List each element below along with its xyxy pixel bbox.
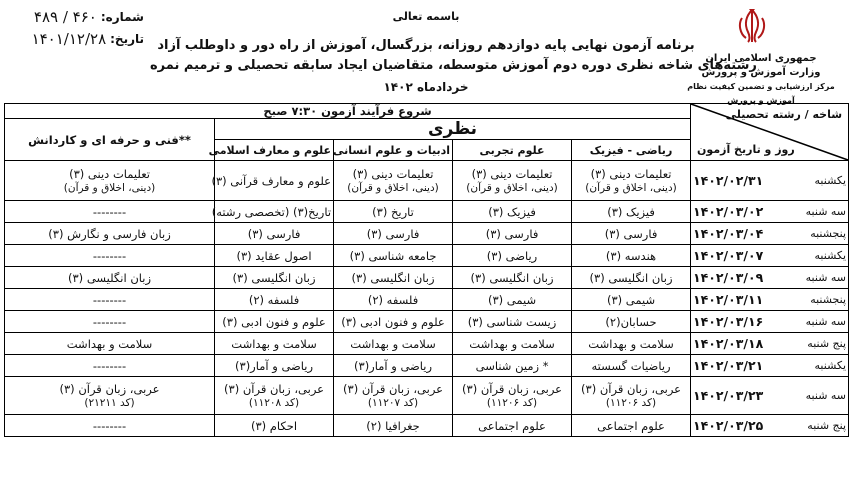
exam-date: ۱۴۰۲/۰۳/۱۱ xyxy=(693,292,764,307)
date-cell xyxy=(691,267,849,289)
table-row xyxy=(5,223,849,245)
number-value: ۴۶۰ / ۴۸۹ xyxy=(33,8,97,26)
subject-cell: -------- xyxy=(5,415,215,437)
document-meta xyxy=(4,6,144,50)
corner-header xyxy=(691,104,849,161)
table-row xyxy=(5,415,849,437)
day-name: پنجشنبه xyxy=(810,227,847,240)
subject-cell: عربی، زبان قرآن (۳) (کد ۱۱۲۰۶) xyxy=(572,377,691,415)
table-head-row-1 xyxy=(5,104,849,119)
table-body xyxy=(5,161,849,437)
subject-cell: زبان فارسی و نگارش (۳) xyxy=(5,223,215,245)
subject-cell: علوم و معارف قرآنی (۳) xyxy=(215,161,334,201)
title-line-2: رشته‌های شاخه نظری دوره دوم آموزش متوسطه، متقاضیان ایجاد سابقه تحصیلی و ترمیم نمره xyxy=(150,58,757,73)
title-line-3: خردادماه ۱۴۰۲ xyxy=(383,80,469,94)
date-cell xyxy=(691,355,849,377)
subject-cell: حسابان(۲) xyxy=(572,311,691,333)
date-cell xyxy=(691,223,849,245)
day-name: پنجشنبه xyxy=(810,293,847,306)
exam-date: ۱۴۰۲/۰۳/۰۷ xyxy=(693,248,764,263)
subject-cell: زبان انگلیسی (۳) xyxy=(334,267,453,289)
exam-date: ۱۴۰۲/۰۳/۰۲ xyxy=(693,204,764,219)
table-row xyxy=(5,377,849,415)
day-name: پنج شنبه xyxy=(807,419,847,432)
exam-date: ۱۴۰۲/۰۳/۲۳ xyxy=(693,388,764,403)
subject-cell: اصول عقاید (۳) xyxy=(215,245,334,267)
day-name: سه شنبه xyxy=(805,389,847,402)
exam-date: ۱۴۰۲/۰۳/۱۶ xyxy=(693,314,764,329)
subject-cell: تاریخ(۳) (تخصصی رشته) xyxy=(215,201,334,223)
subject-cell: عربی، زبان قرآن (۳) (کد ۱۱۲۰۸) xyxy=(215,377,334,415)
ministry-line-1: جمهوری اسلامی ایران xyxy=(705,53,817,64)
date-value: ۱۴۰۱/۱۲/۲۸ xyxy=(31,30,107,48)
exam-date: ۱۴۰۲/۰۳/۰۴ xyxy=(693,226,764,241)
subject-cell: ریاضیات گسسته xyxy=(572,355,691,377)
subject-cell: تعلیمات دینی (۳) (دینی، اخلاق و قرآن) xyxy=(5,161,215,201)
subject-cell: زیست شناسی (۳) xyxy=(453,311,572,333)
iran-emblem-icon xyxy=(732,6,772,46)
day-name: پنج شنبه xyxy=(807,337,847,350)
date-cell xyxy=(691,415,849,437)
subject-cell: -------- xyxy=(5,245,215,267)
ministry-line-3: مرکز ارزشیابی و تضمین کیفیت نظام آموزش و پرورش xyxy=(687,82,835,105)
subject-cell: فیزیک (۳) xyxy=(572,201,691,223)
date-cell xyxy=(691,201,849,223)
table-row xyxy=(5,161,849,201)
day-name: سه شنبه xyxy=(805,271,847,284)
subject-cell: فارسی (۳) xyxy=(572,223,691,245)
subject-cell: شیمی (۳) xyxy=(453,289,572,311)
subject-cell: عربی، زبان قرآن (۳) (کد ۱۱۲۰۶) xyxy=(453,377,572,415)
subject-cell: سلامت و بهداشت xyxy=(334,333,453,355)
subject-cell: زبان انگلیسی (۳) xyxy=(5,267,215,289)
bismillah-text: باسمه تعالی xyxy=(392,10,460,23)
subject-cell: ریاضی (۳) xyxy=(453,245,572,267)
exam-date: ۱۴۰۲/۰۳/۲۵ xyxy=(693,418,764,433)
subject-cell: -------- xyxy=(5,355,215,377)
date-cell xyxy=(691,377,849,415)
subject-cell: فارسی (۳) xyxy=(215,223,334,245)
subject-cell: هندسه (۳) xyxy=(572,245,691,267)
date-label: تاریخ: xyxy=(110,32,144,46)
day-name: یکشنبه xyxy=(814,174,847,187)
exam-date: ۱۴۰۲/۰۳/۱۸ xyxy=(693,336,764,351)
subject-cell: * زمین شناسی xyxy=(453,355,572,377)
subject-cell: جغرافیا (۲) xyxy=(334,415,453,437)
date-cell xyxy=(691,289,849,311)
corner-bottom-label: روز و تاریخ آزمون xyxy=(697,143,795,156)
table-row xyxy=(5,201,849,223)
date-cell xyxy=(691,311,849,333)
subject-cell: زبان انگلیسی (۳) xyxy=(572,267,691,289)
exam-schedule-table xyxy=(4,103,849,437)
table-row xyxy=(5,311,849,333)
title-line-1: برنامه آزمون نهایی پایه دوازدهم روزانه، بزرگسال، آموزش از راه دور و داوطلب آزاد xyxy=(157,38,695,53)
subject-cell: سلامت و بهداشت xyxy=(572,333,691,355)
subject-cell: -------- xyxy=(5,201,215,223)
column-header: علوم تجربی xyxy=(453,140,572,161)
day-name: یکشنبه xyxy=(814,249,847,262)
subject-cell: احکام (۳) xyxy=(215,415,334,437)
table-row xyxy=(5,245,849,267)
ministry-block xyxy=(676,52,846,108)
column-header: ادبیات و علوم انسانی xyxy=(334,140,453,161)
date-cell xyxy=(691,333,849,355)
subject-cell: -------- xyxy=(5,289,215,311)
table-row xyxy=(5,267,849,289)
group-fani: **فنی و حرفه ای و کاردانش xyxy=(5,119,215,161)
subject-cell: زبان انگلیسی (۳) xyxy=(215,267,334,289)
subject-cell: ریاضی و آمار(۳) xyxy=(334,355,453,377)
subject-cell: فارسی (۳) xyxy=(334,223,453,245)
subject-cell: فیزیک (۳) xyxy=(453,201,572,223)
table-row xyxy=(5,289,849,311)
subject-cell: سلامت و بهداشت xyxy=(5,333,215,355)
subject-cell: زبان انگلیسی (۳) xyxy=(453,267,572,289)
subject-cell: عربی، زبان قرآن (۳) (کد ۲۱۲۱۱) xyxy=(5,377,215,415)
subject-cell: علوم اجتماعی xyxy=(453,415,572,437)
subject-cell: تاریخ (۳) xyxy=(334,201,453,223)
subject-cell: فارسی (۳) xyxy=(453,223,572,245)
subject-cell: -------- xyxy=(5,311,215,333)
subject-cell: تعلیمات دینی (۳) (دینی، اخلاق و قرآن) xyxy=(334,161,453,201)
document-header xyxy=(0,0,852,105)
exam-date: ۱۴۰۲/۰۲/۳۱ xyxy=(693,173,764,188)
subject-cell: سلامت و بهداشت xyxy=(453,333,572,355)
column-header: علوم و معارف اسلامی xyxy=(215,140,334,161)
date-cell xyxy=(691,161,849,201)
subject-cell: علوم و فنون ادبی (۳) xyxy=(334,311,453,333)
subject-cell: تعلیمات دینی (۳) (دینی، اخلاق و قرآن) xyxy=(572,161,691,201)
day-name: سه شنبه xyxy=(805,205,847,218)
subject-cell: تعلیمات دینی (۳) (دینی، اخلاق و قرآن) xyxy=(453,161,572,201)
subject-cell: فلسفه (۲) xyxy=(215,289,334,311)
table-row xyxy=(5,355,849,377)
exam-date: ۱۴۰۲/۰۳/۰۹ xyxy=(693,270,764,285)
date-cell xyxy=(691,245,849,267)
exam-date: ۱۴۰۲/۰۳/۲۱ xyxy=(693,358,764,373)
subject-cell: شیمی (۳) xyxy=(572,289,691,311)
group-nazari: نظری xyxy=(215,119,691,140)
table-row xyxy=(5,333,849,355)
subject-cell: ریاضی و آمار(۳) xyxy=(215,355,334,377)
corner-top-label: شاخه / رشته تحصیلی xyxy=(725,108,843,121)
subject-cell: علوم و فنون ادبی (۳) xyxy=(215,311,334,333)
start-time: شروع فرآیند آزمون ۷:۳۰ صبح xyxy=(5,104,691,119)
subject-cell: علوم اجتماعی xyxy=(572,415,691,437)
subject-cell: جامعه شناسی (۳) xyxy=(334,245,453,267)
number-label: شماره: xyxy=(100,10,144,24)
day-name: سه شنبه xyxy=(805,315,847,328)
subject-cell: عربی، زبان قرآن (۳) (کد ۱۱۲۰۷) xyxy=(334,377,453,415)
day-name: یکشنبه xyxy=(814,359,847,372)
ministry-line-2: وزارت آموزش و پرورش xyxy=(701,67,821,78)
subject-cell: سلامت و بهداشت xyxy=(215,333,334,355)
column-header: ریاضی - فیزیک xyxy=(572,140,691,161)
subject-cell: فلسفه (۲) xyxy=(334,289,453,311)
